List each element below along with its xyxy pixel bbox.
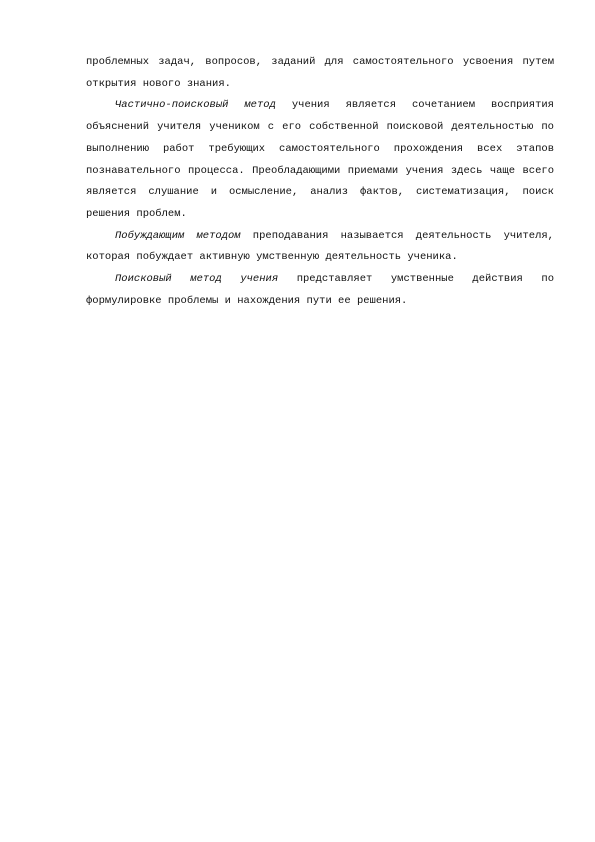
- term-search-method: Поисковый метод учения: [115, 273, 279, 286]
- paragraph-partial-search-method: [86, 95, 554, 225]
- paragraph-motivating-method: [86, 226, 554, 269]
- paragraph-text: учения является сочетанием восприятия объяснений учителя учеником с его собственной поисковой деятельностью по выполнению работ требующих самостоятельного прохождения всех этапов познавательного процесса. Преобладающими приемами учения здесь чаще всего является слушание и осмысление, анализ фактов, систематизация, поиск решения проблем.: [86, 99, 554, 220]
- document-page: [86, 52, 554, 312]
- paragraph-text: представляет умственные действия по формулировке проблемы и нахождения пути ее решения.: [86, 273, 554, 307]
- paragraph-search-method: [86, 269, 554, 312]
- paragraph-text: преподавания называется деятельность учителя, которая побуждает активную умственную деятельность ученика.: [86, 229, 554, 264]
- paragraph-text: проблемных задач, вопросов, заданий для самостоятельного усвоения путем открытия нового знания.: [86, 56, 554, 90]
- paragraph-continuation: [86, 52, 554, 95]
- term-partial-search-method: Частично-поисковый метод: [115, 99, 276, 112]
- term-motivating-method: Побуждающим методом: [115, 229, 241, 242]
